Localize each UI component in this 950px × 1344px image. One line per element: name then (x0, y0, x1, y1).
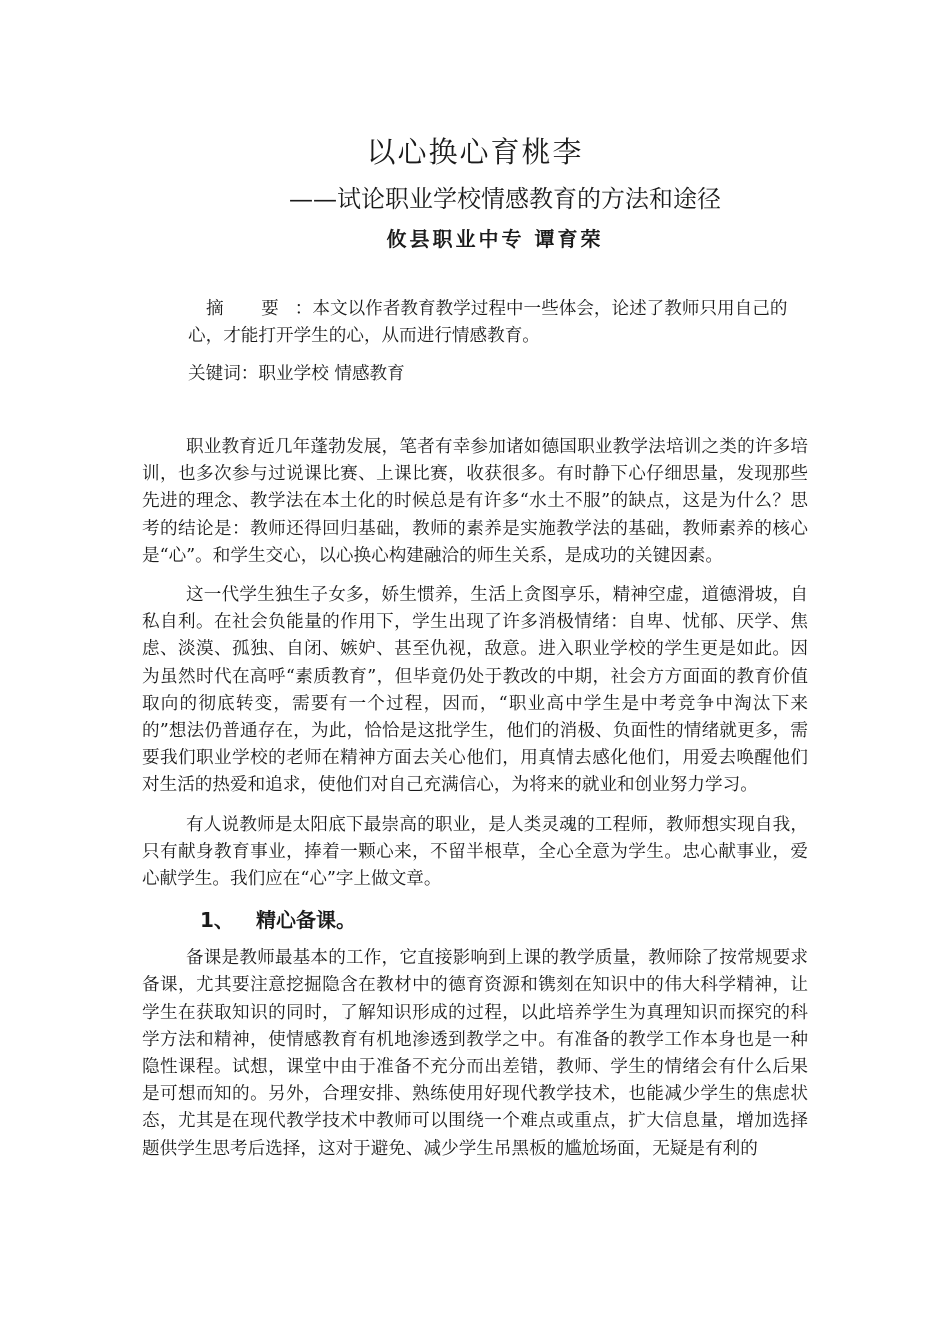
body-paragraph: 职业教育近几年蓬勃发展，笔者有幸参加诸如德国职业教学法培训之类的许多培训，也多次参与过说课比赛、上课比赛，收获很多。有时静下心仔细思量，发现那些先进的理念、教学法在本土化的时候总是有许多“水土不服”的缺点，这是为什么？思考的结论是：教师还得回归基础，教师的素养是实施教学法的基础，教师素养的核心是“心”。和学生交心，以心换心构建融洽的师生关系，是成功的关键因素。 (142, 437, 808, 566)
page-subtitle: ——试论职业学校情感教育的方法和途径 (289, 185, 721, 213)
abstract: 摘 要：本文以作者教育教学过程中一些体会，论述了教师只用自己的心，才能打开学生的心，从而进行情感教育。 (188, 299, 788, 346)
article-body (142, 434, 808, 1175)
author-line: 攸县职业中专 谭育荣 (386, 227, 604, 251)
section-number: 1、 (200, 908, 234, 933)
keywords: 关键词：职业学校 情感教育 (188, 364, 405, 384)
body-paragraph: 这一代学生独生子女多，娇生惯养，生活上贪图享乐，精神空虚，道德滑坡，自私自利。在社会负能量的作用下，学生出现了许多消极情绪：自卑、忧郁、厌学、焦虑、淡漠、孤独、自闭、嫉妒、甚至仇视，敌意。进入职业学校的学生更是如此。因为虽然时代在高呼“素质教育”，但毕竟仍处于教改的中期，社会方方面面的教育价值取向的彻底转变，需要有一个过程，因而，“职业高中学生是中考竞争中淘汰下来的”想法仍普通存在，为此，恰恰是这批学生，他们的消极、负面性的情绪就更多，需要我们职业学校的老师在精神方面去关心他们，用真情去感化他们，用爱去唤醒他们对生活的热爱和追求，使他们对自己充满信心，为将来的就业和创业努力学习。 (142, 585, 808, 796)
abstract-text: 本文以作者教育教学过程中一些体会，论述了教师只用自己的心，才能打开学生的心，从而进行情感教育。 (188, 299, 788, 346)
section-paragraph: 备课是教师最基本的工作，它直接影响到上课的教学质量，教师除了按常规要求备课，尤其要注意挖掘隐含在教材中的德育资源和镌刻在知识中的伟大科学精神，让学生在获取知识的同时，了解知识形成的过程，以此培养学生为真理知识而探究的科学方法和精神，使情感教育有机地渗透到教学之中。有准备的教学工作本身也是一种隐性课程。试想，课堂中由于准备不充分而出差错，教师、学生的情绪会有什么后果是可想而知的。另外，合理安排、熟练使用好现代教学技术，也能减少学生的焦虑状态，尤其是在现代教学技术中教师可以围绕一个难点或重点，扩大信息量，增加选择题供学生思考后选择，这对于避免、减少学生吊黑板的尴尬场面，无疑是有利的 (142, 948, 808, 1159)
section-title: 精心备课。 (256, 908, 356, 933)
section-heading (200, 905, 808, 935)
page-title: 以心换心育桃李 (366, 135, 584, 169)
abstract-label: 摘 要 (206, 299, 295, 319)
body-paragraph: 有人说教师是太阳底下最崇高的职业，是人类灵魂的工程师，教师想实现自我，只有献身教育事业，捧着一颗心来，不留半根草，全心全意为学生。忠心献事业，爱心献学生。我们应在“心”字上做文章。 (142, 814, 808, 890)
keywords-text: 职业学校 情感教育 (258, 364, 405, 384)
keywords-label: 关键词 (188, 364, 241, 384)
